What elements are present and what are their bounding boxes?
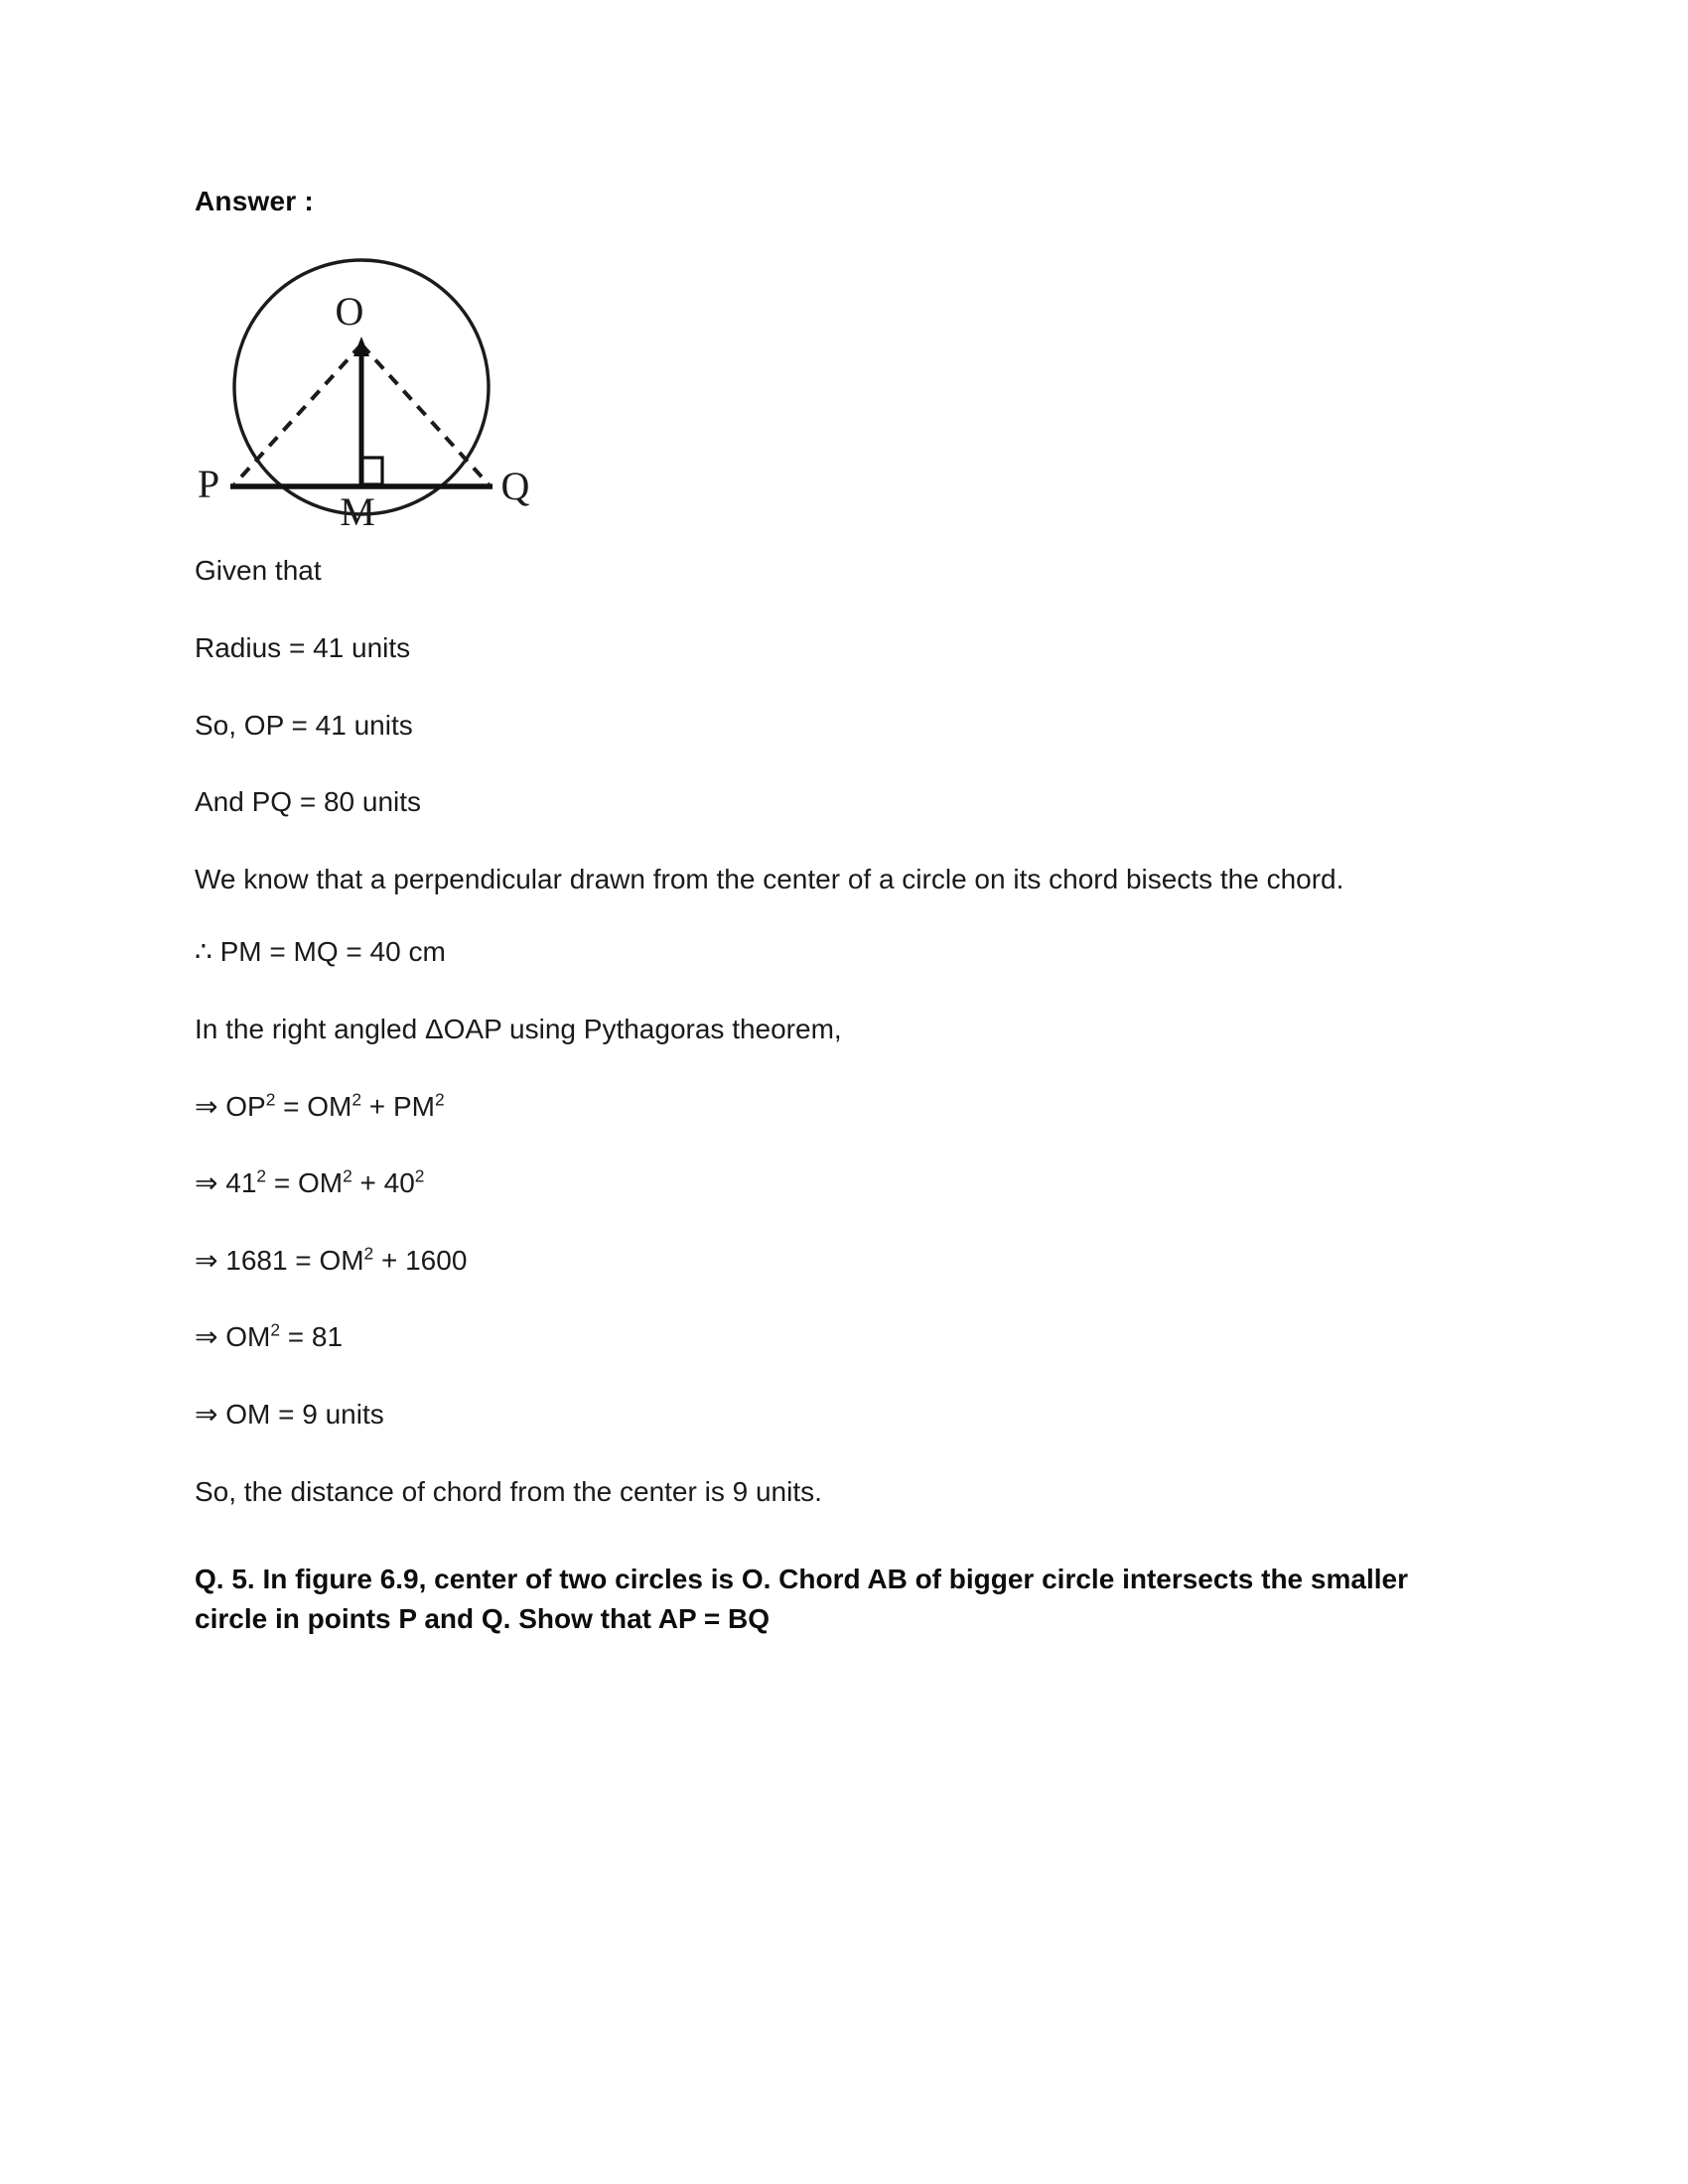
figure-svg — [173, 233, 570, 531]
eq-om-squared: ⇒ $OM^2 = 81$ — [195, 1320, 344, 1353]
step-radius: Radius = 41 units — [195, 631, 411, 663]
arrowhead-at-o — [353, 337, 369, 356]
step-bisect: ∴ PM = MQ = 40 cm — [195, 936, 446, 968]
right-angle-marker — [361, 458, 382, 484]
eq-op-squared: ⇒ $OP^2 = OM^2 + PM^2$ — [195, 1089, 445, 1122]
label-m: M — [340, 489, 375, 532]
step-pq: And PQ = 80 units — [195, 786, 422, 818]
step-perpendicular-rule: We know that a perpendicular drawn from the center of a circle on its chord bisects the chord. — [195, 863, 1344, 894]
dashed-segment-oq — [361, 344, 489, 484]
label-o: O — [335, 289, 364, 335]
eq-41-squared: ⇒ $41^2 = OM^2 + 40^2$ — [195, 1165, 425, 1199]
dashed-segment-op — [234, 344, 361, 484]
next-question-text: Q. 5. In figure 6.9, center of two circles is O. Chord AB of bigger circle intersects the smaller circle in points P and Q. Show that AP = BQ — [195, 1564, 1408, 1634]
conclusion-text: So, the distance of chord from the center is 9 units. — [195, 1475, 822, 1507]
circle-chord-figure — [173, 233, 570, 531]
step-pythagoras-intro: In the right angled ΔOAP using Pythagoras theorem, — [195, 1013, 842, 1044]
step-op: So, OP = 41 units — [195, 709, 413, 741]
step-given: Given that — [195, 555, 322, 587]
eq-om: ⇒ OM = 9 units — [195, 1398, 384, 1430]
answer-heading: Answer : — [195, 186, 314, 216]
label-p: P — [197, 462, 220, 507]
equation-list — [195, 1087, 1476, 1435]
label-q: Q — [500, 464, 530, 509]
page-content — [195, 184, 1476, 1639]
eq-1681: ⇒ $1681 = OM^2 + 1600$ — [195, 1243, 468, 1276]
